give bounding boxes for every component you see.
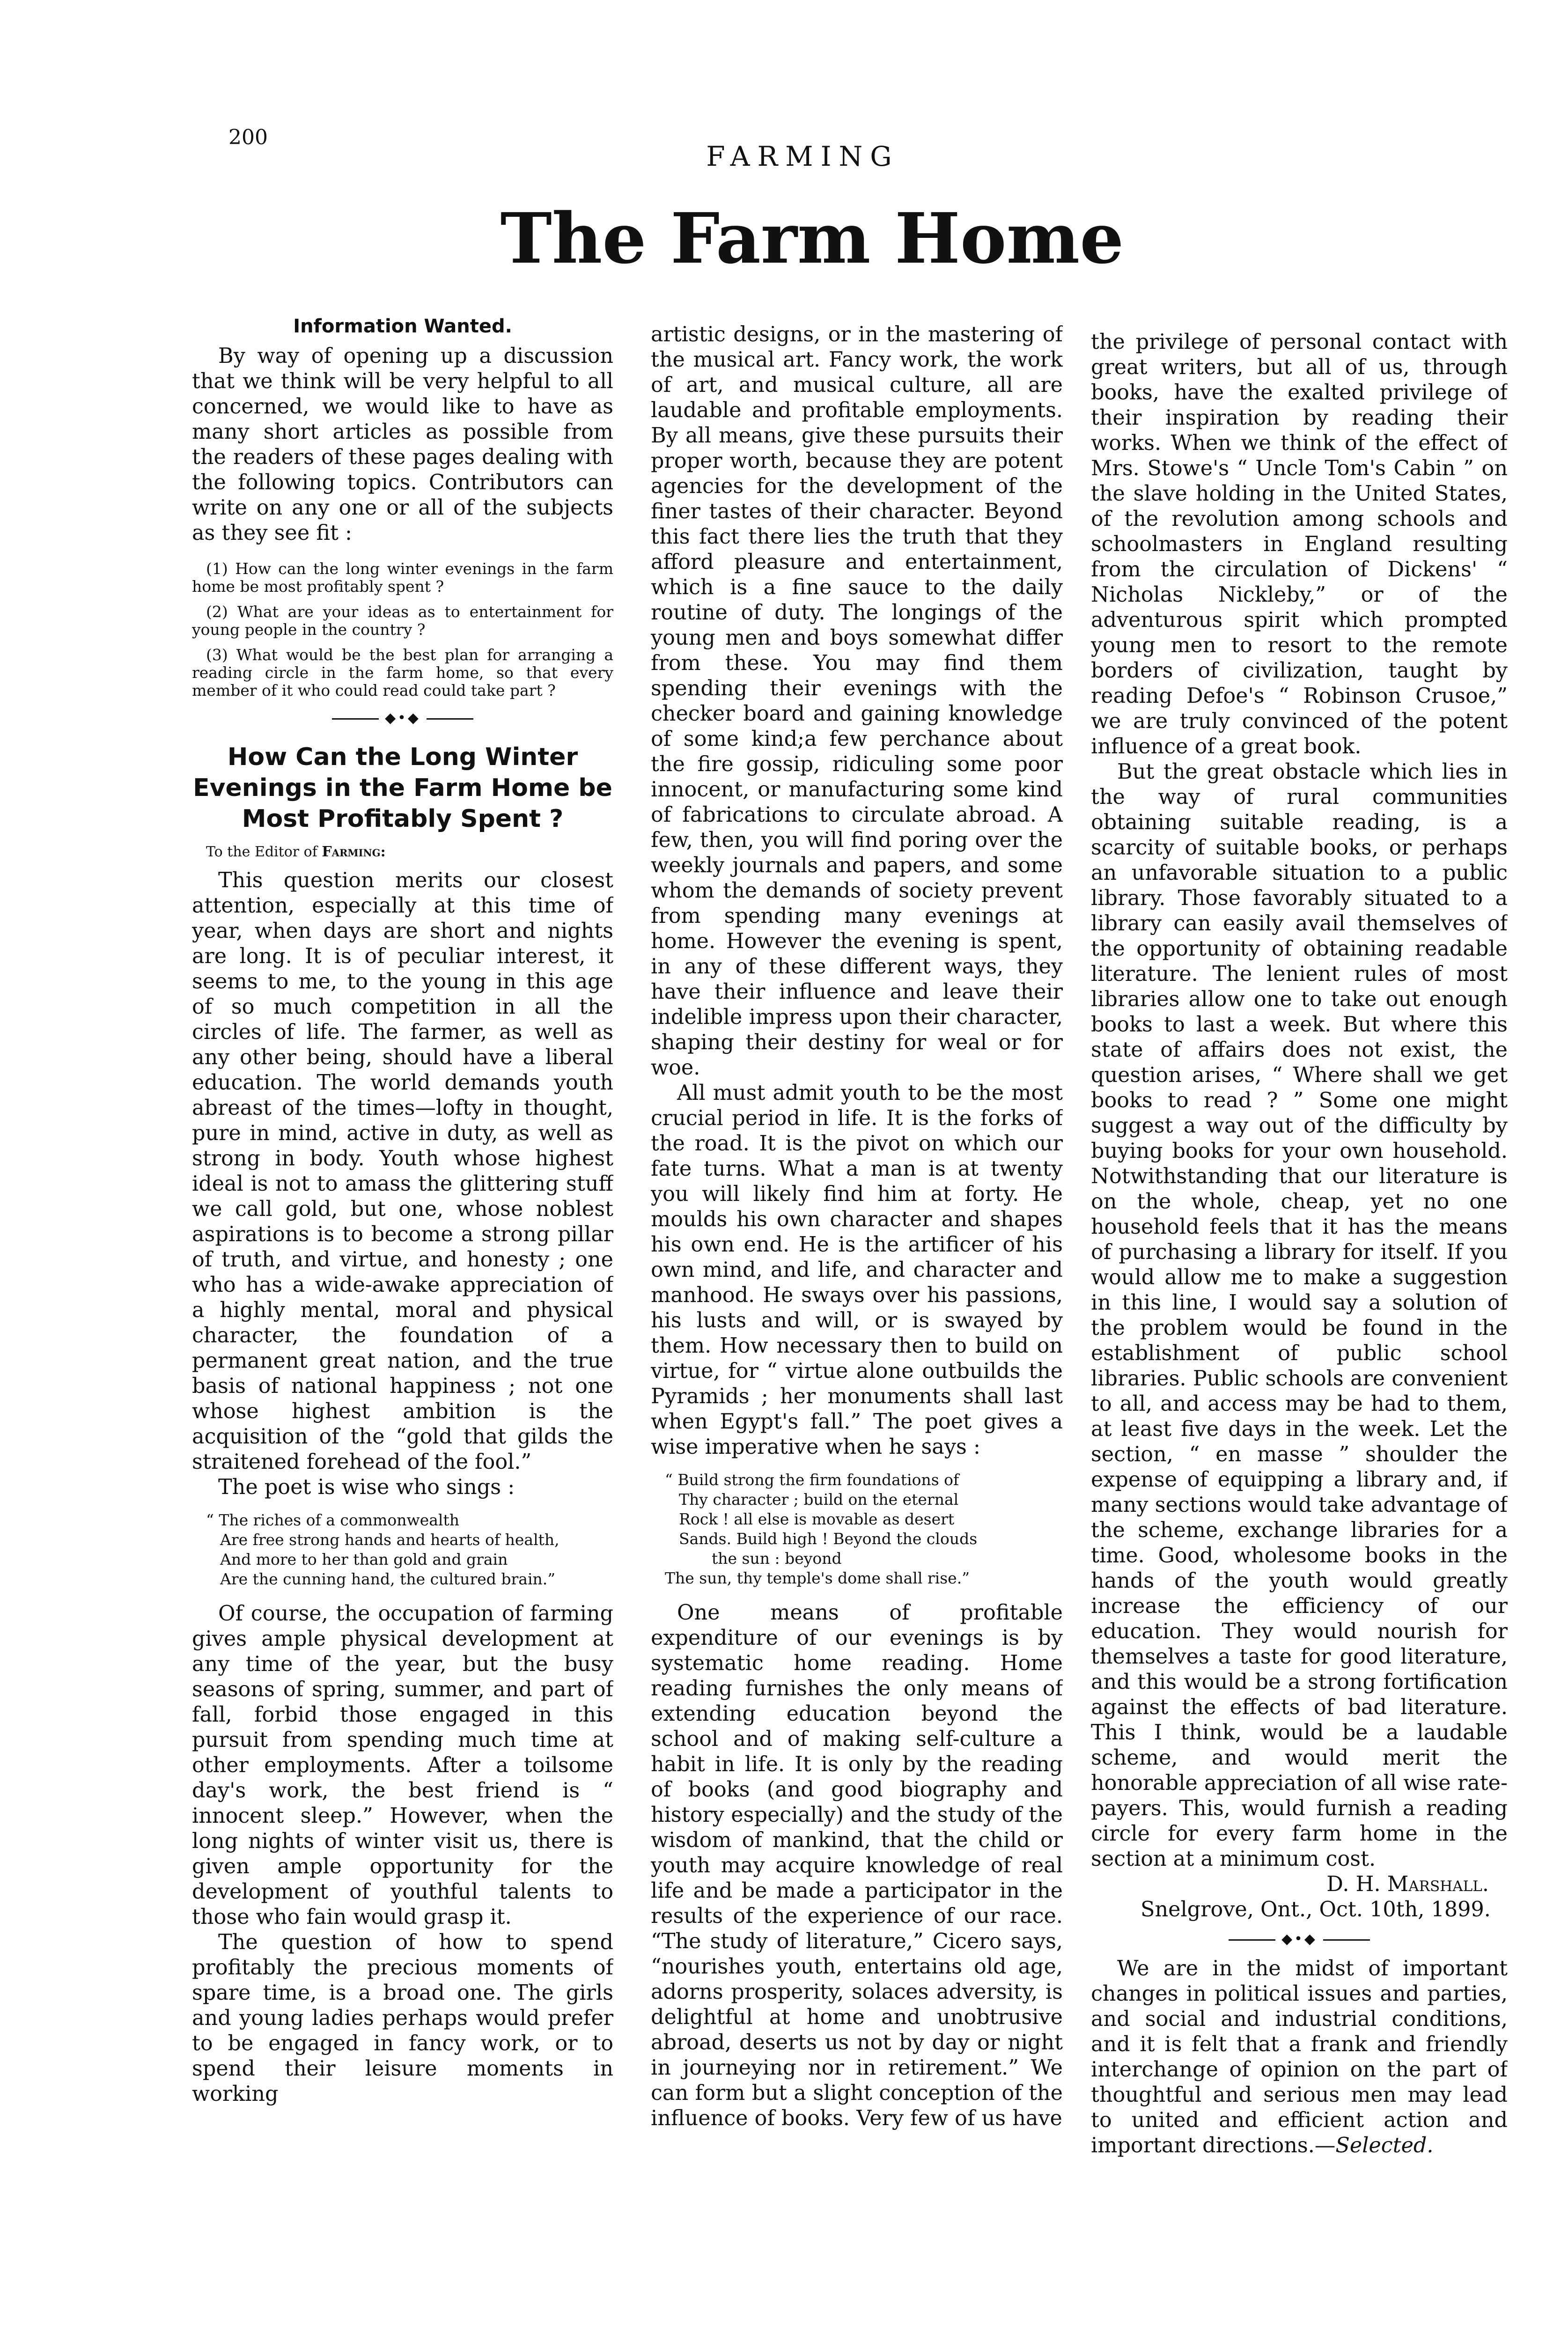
verse-line: “ The riches of a commonwealth	[206, 1511, 459, 1529]
page-number: 200	[228, 125, 268, 149]
verse-line: The sun, thy temple's dome shall rise.”	[665, 1569, 970, 1587]
question-item: (2) What are your ideas as to entertainment for young people in the country ?	[192, 603, 613, 639]
page-title: The Farm Home	[500, 198, 1124, 279]
article-paragraph: All must admit youth to be the most crucial period in life. It is the forks of the road. It is the pivot on which our fate turns. What a man is at twenty you will likely find him at forty. He moulds his own character and shapes his own end. He is the artificer of his own mind, and life, and character and manhood. He sways over his passions, his lusts and will, or is swayed by them. How necessary then to build on virtue, for “ virtue alone outbuilds the Pyramids ; her monuments shall last when Egypt's fall.” The poet gives a wise imperative when he says :	[651, 1081, 1063, 1459]
column-2	[651, 322, 1063, 2232]
article-paragraph: Of course, the occupation of farming gives ample physical development at any time of the year, but the busy seasons of spring, summer, and part of fall, forbid those engaged in this pursuit from spending much time at other employments. After a toilsome day's work, the best friend is “ innocent sleep.” However, when the long nights of winter visit us, there is given ample opportunity for the development of youthful talents to those who fain would grasp it.	[192, 1602, 613, 1929]
salutation-prefix: To the Editor of	[206, 844, 317, 860]
article-paragraph: This question merits our closest attention, especially at this time of year, when days are short and nights are long. It is of peculiar interest, it seems to me, to the young in this age of so much competition in all the circles of life. The farmer, as well as any other being, should have a liberal education. The world demands youth abreast of the times—lofty in thought, pure in mind, active in duty, as well as strong in body. Youth whose highest ideal is not to amass the glittering stuff we call gold, but one, whose noblest aspirations is to become a strong pillar of truth, and virtue, and honesty ; one who has a wide-awake appreciation of a highly mental, moral and physical character, the foundation of a permanent great nation, and the true basis of national happiness ; not one whose highest ambition is the acquisition of the “gold that gilds the straitened forehead of the fool.”	[192, 869, 613, 1474]
article-paragraph: But the great obstacle which lies in the way of rural communities obtaining suitable reading, is a scarcity of suitable books, or perhaps an unfavorable situation to a public library. Those favorably situated to a library can easily avail themselves of the opportunity of obtaining readable literature. The lenient rules of most libraries allow one to take out enough books to last a week. But where this state of affairs does not exist, the question arises, “ Where shall we get books to read ? ” Some one might suggest a way out of the difficulty by buying books for your own household. Notwithstanding that our literature is on the whole, cheap, yet no one household feels that it has the means of purchasing a library for itself. If you would allow me to make a suggestion in this line, I would say a solution of the problem would be found in the establishment of public school libraries. Public schools are convenient to all, and access may be had to them, at least five days in the week. Let the section, “ en masse ” shoulder the expense of equipping a library and, if many sections would take advantage of the scheme, exchange libraries for a time. Good, wholesome books in the hands of the youth would greatly increase the efficiency of our education. They would nourish for themselves a taste for good literature, and this would be a strong fortification against the effects of bad literature. This I think, would be a laudable scheme, and would merit the honorable appreciation of all wise rate-payers. This, would furnish a reading circle for every farm home in the section at a minimum cost.	[1091, 760, 1508, 1871]
question-list	[192, 560, 613, 699]
verse-line: Are free strong hands and hearts of health,	[220, 1531, 559, 1549]
article-credit: Selected.	[1335, 2134, 1434, 2157]
column-3	[1091, 330, 1508, 2240]
verse-line: Rock ! all else is movable as desert	[679, 1510, 955, 1528]
article-paragraph: The question of how to spend profitably the precious moments of spare time, is a broad one. The girls and young ladies perhaps would prefer to be engaged in fancy work, or to spend their leisure moments in working	[192, 1930, 613, 2106]
section-divider: ◆•◆	[192, 709, 613, 728]
salutation	[206, 843, 613, 861]
verse-line: Thy character ; build on the eternal	[679, 1490, 959, 1509]
verse-line: Sands. Build high ! Beyond the clouds	[679, 1530, 978, 1548]
article-paragraph: By way of opening up a discussion that we think will be very helpful to all concerned, we would like to have as many short articles as possible from the readers of these pages dealing with the following topics. Contributors can write on any one or all of the subjects as they see fit :	[192, 344, 613, 545]
article-paragraph: The poet is wise who sings :	[218, 1475, 515, 1499]
verse-quote	[206, 1510, 613, 1589]
article-paragraph	[1091, 1956, 1508, 2158]
question-item: (3) What would be the best plan for arranging a reading circle in the farm home, so that every member of it who could read could take part ?	[192, 646, 613, 699]
question-item: (1) How can the long winter evenings in the farm home be most profitably spent ?	[192, 559, 613, 596]
article-heading-information-wanted: Information Wanted.	[293, 316, 512, 337]
column-1	[192, 315, 613, 2225]
journal-name: Farming:	[322, 844, 386, 860]
verse-line: “ Build strong the firm foundations of	[665, 1471, 959, 1489]
verse-line: the sun : beyond	[712, 1549, 842, 1568]
verse-line: Are the cunning hand, the cultured brain.”	[220, 1570, 556, 1588]
article-paragraph: One means of profitable expenditure of our evenings is by systematic home reading. Home reading furnishes the only means of extending education beyond the school and of making self-culture a habit in life. It is only by the reading of books (and good biography and history especially) and the study of the wisdom of mankind, that the child or youth may acquire knowledge of real life and be made a participator in the results of the experience of our race. “The study of literature,” Cicero says, “nourishes youth, entertains old age, adorns prosperity, solaces adversity, is delightful at home and unobtrusive abroad, deserts us not by day or night in journeying nor in retirement.” We can form but a slight conception of the influence of books. Very few of us have	[651, 1601, 1063, 2130]
section-divider: ◆•◆	[1091, 1930, 1508, 1949]
author-signature: D. H. Marshall.	[1326, 1872, 1489, 1896]
article-heading-winter-evenings: How Can the Long Winter Evenings in the Farm Home be Most Profitably Spent ?	[193, 743, 612, 833]
article-text: We are in the midst of important changes in political issues and parties, and social and industrial conditions, and it is felt that a frank and friendly interchange of opinion on the part of thoughtful and serious men may lead to united and efficient action and important directions.—	[1091, 1957, 1508, 2157]
verse-quote	[665, 1470, 1063, 1588]
article-paragraph: artistic designs, or in the mastering of the musical art. Fancy work, the work of art, and musical culture, all are laudable and profitable employments. By all means, give these pursuits their proper worth, because they are potent agencies for the development of the finer tastes of their character. Beyond this fact there lies the truth that they afford pleasure and entertainment, which is a fine sauce to the daily routine of duty. The longings of the young men and boys somewhat differ from these. You may find them spending their evenings with the checker board and gaining knowledge of some kind;a few perchance about the fire gossip, ridiculing some poor innocent, or manufacturing some kind of fabrications to circulate abroad. A few, then, you will find poring over the weekly journals and papers, and some whom the demands of society prevent from spending many evenings at home. However the evening is spent, in any of these different ways, they have their influence and leave their indelible impress upon their character, shaping their destiny for weal or for woe.	[651, 323, 1063, 1080]
signature-place-date: Snelgrove, Ont., Oct. 10th, 1899.	[1141, 1898, 1491, 1921]
article-paragraph: the privilege of personal contact with great writers, but all of us, through books, have the exalted privilege of their inspiration by reading their works. When we think of the effect of Mrs. Stowe's “ Uncle Tom's Cabin ” on the slave holding in the United States, of the revolution among schools and schoolmasters in England resulting from the circulation of Dickens' “ Nicholas Nickleby,” or of the adventurous spirit which prompted young men to resort to the remote borders of civilization, taught by reading Defoe's “ Robinson Crusoe,” we are truly convinced of the potent influence of a great book.	[1091, 330, 1508, 758]
running-head: FARMING	[706, 140, 899, 172]
verse-line: And more to her than gold and grain	[220, 1550, 508, 1568]
